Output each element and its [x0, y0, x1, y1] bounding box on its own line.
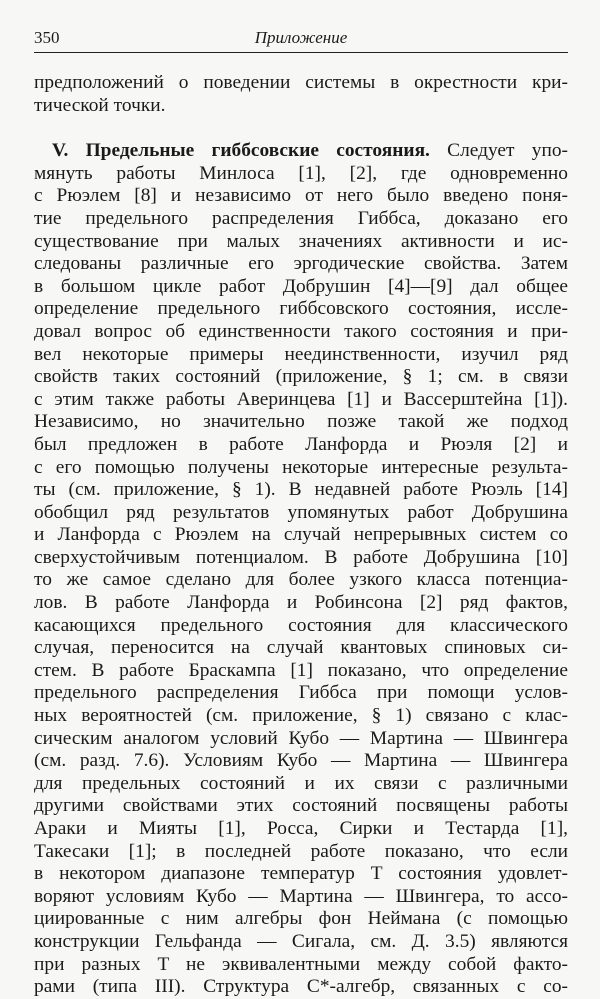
text-line: для предельных состояний и их связи с различными [34, 772, 568, 794]
page-number: 350 [34, 28, 60, 47]
text-line: мянуть работы Минлоса [1], [2], где одновременно [34, 162, 568, 184]
text-line: стем. В работе Браскампа [1] показано, что определение [34, 659, 568, 681]
text-line: циированные с ним алгебры фон Неймана (с помощью [34, 908, 568, 930]
text-line: был предложен в работе Ланфорда и Рюэля [2] и [34, 433, 568, 455]
text-line: обобщил ряд результатов упомянутых работ Добрушина [34, 501, 568, 523]
text-line: Такесаки [1]; в последней работе показано, что если [34, 840, 568, 862]
text-line-rest: Следует упо- [429, 140, 568, 162]
text-line: с его помощью получены некоторые интересные результа- [34, 456, 568, 478]
text-line: тие предельного распределения Гиббса, доказано его [34, 207, 568, 229]
text-line: в большом цикле работ Добрушин [4]—[9] дал общее [34, 275, 568, 297]
text-line: тической точки. [34, 94, 166, 116]
text-line: определение предельного гиббсовского состояния, иссле- [34, 298, 568, 320]
paragraph-gap [34, 117, 568, 140]
text-line: предельного распределения Гиббса при помощи услов- [34, 682, 568, 704]
text-line: сверхустойчивым потенциалом. В работе Добрушина [10] [34, 546, 568, 568]
text-line: следованы различные его эргодические свойства. Затем [34, 253, 568, 275]
text-line: другими свойствами этих состояний посвящены работы [34, 795, 568, 817]
text-line: (см. разд. 7.6). Условиям Кубо — Мартина — Швингера [34, 750, 568, 772]
section-title: V. Предельные гиббсовские состояния. [52, 140, 430, 162]
text-line: существование при малых значениях активности и ис- [34, 230, 568, 252]
text-line: рами (типа III). Структура C*-алгебр, связанных с со- [34, 976, 568, 998]
text-line: Араки и Мияты [1], Росса, Сирки и Тестарда [1], [34, 818, 568, 839]
text-line: лов. В работе Ланфорда и Робинсона [2] ряд фактов, [34, 592, 568, 614]
text-line: свойств таких состояний (приложение, § 1; см. в связи [34, 366, 568, 388]
section-first-line [34, 140, 568, 163]
text-line: вел некоторые примеры неединственности, изучил ряд [34, 343, 568, 365]
text-line: то же самое сделано для более узкого класса потенциа- [34, 569, 568, 591]
text-line: с Рюэлем [8] и независимо от него было введено поня- [34, 185, 568, 207]
page-header [34, 24, 568, 53]
text-line: случая, переносится на случай квантовых спиновых си- [34, 637, 568, 659]
text-line: предположений о поведении системы в окрестности кри- [34, 72, 568, 93]
text-line: воряют условиям Кубо — Мартина — Швингера, то ассо- [34, 885, 568, 907]
text-line: касающихся предельного состояния для классического [34, 614, 568, 636]
text-line: ных вероятностей (см. приложение, § 1) связано с клас- [34, 705, 568, 727]
text-line: сическим аналогом условий Кубо — Мартина — Швингера [34, 727, 568, 749]
text-line: ты (см. приложение, § 1). В недавней работе Рюэль [14] [34, 479, 568, 501]
text-line: конструкции Гельфанда — Сигала, см. Д. 3.5) являются [34, 930, 568, 952]
text-line: с этим также работы Аверинцева [1] и Вассерштейна [1]). [34, 388, 568, 410]
text-line: при разных T не эквивалентными между собой факто- [34, 953, 568, 975]
text-line: Независимо, но значительно позже такой же подход [34, 411, 568, 433]
text-line: в некотором диапазоне температур T состояния удовлет- [34, 863, 568, 885]
running-head: Приложение [254, 28, 348, 47]
text-line: и Ланфорда с Рюэлем на случай непрерывных систем со [34, 524, 568, 546]
page-body [34, 72, 568, 999]
text-line: довал вопрос об единственности такого состояния и при- [34, 320, 568, 342]
